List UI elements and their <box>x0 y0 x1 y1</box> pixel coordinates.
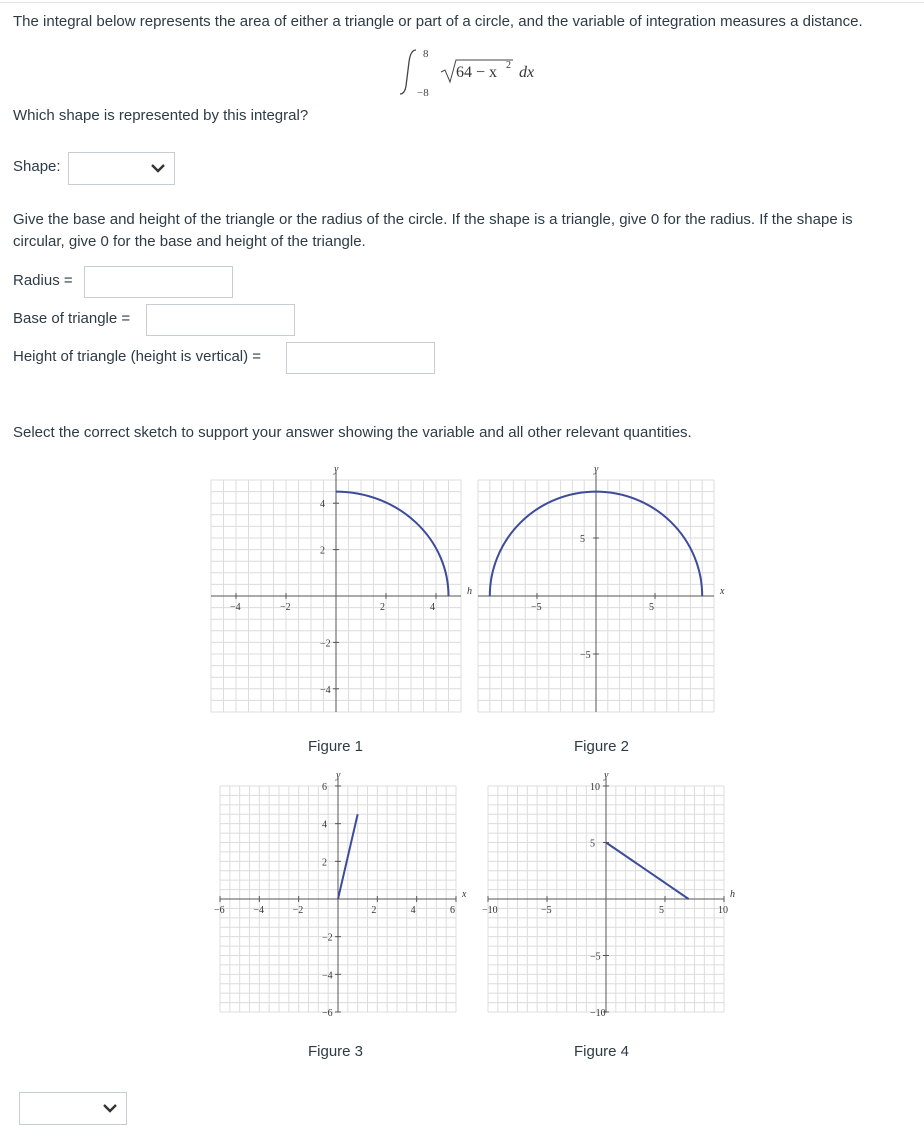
radius-input[interactable] <box>84 266 233 298</box>
y-axis-label: y <box>604 770 609 781</box>
y-tick-label: −2 <box>322 932 333 944</box>
top-divider <box>0 2 924 3</box>
shape-prompt: Which shape is represented by this integral? <box>13 107 309 124</box>
height-input[interactable] <box>286 342 435 374</box>
x-tick-label: −4 <box>230 602 241 613</box>
x-tick-label: 5 <box>649 602 654 613</box>
y-tick-label: −5 <box>580 650 591 661</box>
height-label: Height of triangle (height is vertical) = <box>13 348 262 365</box>
x-tick-label: −10 <box>482 905 498 916</box>
figure-4-graph[interactable] <box>478 768 736 1023</box>
y-tick-label: 5 <box>590 838 595 850</box>
integral-sign-icon <box>400 50 416 94</box>
shape-select[interactable] <box>68 152 175 185</box>
y-axis-label: y <box>336 770 341 781</box>
integral-lower-limit: −8 <box>417 87 429 99</box>
radius-label: Radius = <box>13 272 73 289</box>
y-axis-label: y <box>594 464 599 475</box>
integrand-text: 64 − x <box>456 64 498 81</box>
figure-3-graph[interactable] <box>210 768 465 1023</box>
figure-4-caption: Figure 4 <box>574 1043 630 1060</box>
y-tick-label: −10 <box>590 1008 606 1019</box>
x-axis-label: x <box>462 889 467 900</box>
x-tick-label: 2 <box>371 905 377 916</box>
y-tick-label: 4 <box>320 499 325 511</box>
y-tick-label: −4 <box>322 970 333 982</box>
sketch-prompt: Select the correct sketch to support your answer showing the variable and all other relevant quantities. <box>13 424 692 441</box>
chevron-down-icon <box>102 1102 118 1114</box>
base-input[interactable] <box>146 304 295 336</box>
y-tick-label: −4 <box>320 684 331 696</box>
x-tick-label: −2 <box>280 602 291 613</box>
integral-upper-limit: 8 <box>423 48 429 60</box>
integral-expression <box>395 44 555 100</box>
base-label: Base of triangle = <box>13 310 131 327</box>
x-tick-label: 4 <box>410 905 416 916</box>
x-axis-label: h <box>730 889 735 900</box>
figure-1-caption: Figure 1 <box>308 738 364 755</box>
x-tick-label: −4 <box>253 905 264 916</box>
shape-label: Shape: <box>13 158 61 175</box>
y-tick-label: 2 <box>320 545 325 557</box>
integrand-exponent: 2 <box>506 60 511 71</box>
x-tick-label: 4 <box>430 602 435 613</box>
quarter-circle-curve <box>336 492 449 596</box>
x-tick-label: −5 <box>541 905 552 916</box>
intro-text: The integral below represents the area of either a triangle or part of a circle, and the variable of integration measures a distance. <box>13 13 863 30</box>
x-axis-label: x <box>720 586 725 597</box>
x-tick-label: −5 <box>531 602 542 613</box>
y-tick-label: 5 <box>580 534 585 545</box>
x-tick-label: 10 <box>718 905 728 916</box>
x-axis-label: h <box>467 586 472 597</box>
figure-2-caption: Figure 2 <box>574 738 630 755</box>
figure-3-caption: Figure 3 <box>308 1043 364 1060</box>
y-tick-label: −2 <box>320 638 331 650</box>
y-tick-label: 2 <box>322 857 327 869</box>
x-tick-label: −2 <box>292 905 304 916</box>
y-tick-label: 10 <box>590 782 600 793</box>
y-tick-label: −5 <box>590 951 601 963</box>
y-axis-label: y <box>334 464 339 475</box>
y-tick-label: 4 <box>322 819 327 831</box>
figure-1-graph[interactable] <box>211 458 472 718</box>
figure-select[interactable] <box>19 1092 127 1125</box>
instructions-text: Give the base and height of the triangle or the radius of the circle. If the shape is a triangle, give 0 for the radius. If the shape is circular, give 0 for the base and height of the triangle. <box>13 211 853 250</box>
integral-differential: dx <box>519 64 535 81</box>
x-tick-label: 6 <box>450 905 455 916</box>
y-tick-label: −6 <box>322 1008 333 1019</box>
x-tick-label: 5 <box>659 905 664 916</box>
x-tick-label: −6 <box>214 905 225 916</box>
x-tick-label: 2 <box>380 602 385 613</box>
figure-2-graph[interactable] <box>476 458 734 718</box>
chevron-down-icon <box>150 162 166 174</box>
y-tick-label: 6 <box>322 782 327 793</box>
